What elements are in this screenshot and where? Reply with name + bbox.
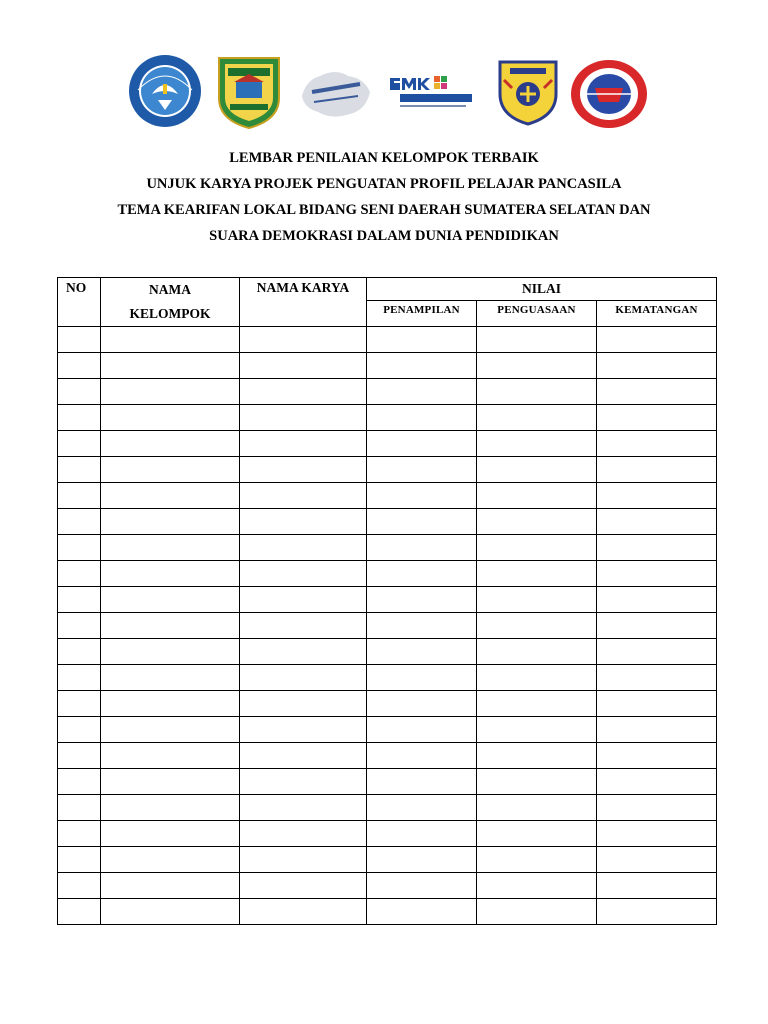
cell-no [58,769,101,795]
cell-nama-kelompok [101,821,240,847]
assessment-table [57,277,717,925]
header-nama-karya: NAMA KARYA [240,278,367,327]
table-body [58,327,717,925]
cell-penguasaan [477,743,597,769]
cell-penampilan [367,509,477,535]
cell-no [58,431,101,457]
cell-kematangan [597,431,717,457]
table-row [58,353,717,379]
cell-penguasaan [477,379,597,405]
cell-penguasaan [477,327,597,353]
title-line-3: TEMA KEARIFAN LOKAL BIDANG SENI DAERAH SUMATERA SELATAN DAN [117,202,651,218]
cell-penguasaan [477,535,597,561]
cell-penguasaan [477,795,597,821]
cell-nama-kelompok [101,405,240,431]
cell-kematangan [597,717,717,743]
cell-nama-kelompok [101,873,240,899]
cell-nama-karya [240,509,367,535]
cell-penguasaan [477,665,597,691]
sumsel-maju-logo [296,62,376,122]
cell-nama-karya [240,639,367,665]
cell-penguasaan [477,457,597,483]
cell-penguasaan [477,821,597,847]
table-row [58,769,717,795]
cell-penguasaan [477,587,597,613]
cell-no [58,847,101,873]
cell-kematangan [597,561,717,587]
school-crest-logo [496,58,560,126]
table-row [58,327,717,353]
cell-penampilan [367,535,477,561]
cell-no [58,561,101,587]
cell-nama-karya [240,899,367,925]
cell-penampilan [367,743,477,769]
table-row [58,509,717,535]
header-kematangan [597,301,717,327]
cell-nama-karya [240,327,367,353]
cell-nama-karya [240,561,367,587]
cell-penampilan [367,873,477,899]
cell-nama-karya [240,821,367,847]
table-row [58,483,717,509]
cell-penampilan [367,847,477,873]
cell-no [58,379,101,405]
cell-nama-karya [240,665,367,691]
cell-no [58,457,101,483]
cell-penampilan [367,405,477,431]
table-row [58,899,717,925]
cell-nama-kelompok [101,691,240,717]
cell-nama-karya [240,873,367,899]
cell-penampilan [367,457,477,483]
table-row [58,431,717,457]
cell-kematangan [597,613,717,639]
cell-no [58,353,101,379]
cell-kematangan [597,847,717,873]
header-penguasaan-label: PENGUASAAN [497,303,576,316]
cell-penampilan [367,691,477,717]
cell-nama-kelompok [101,587,240,613]
cell-nama-kelompok [101,457,240,483]
cell-no [58,587,101,613]
projek-penguatan-logo [569,58,649,130]
cell-no [58,899,101,925]
cell-no [58,665,101,691]
cell-penampilan [367,769,477,795]
table-row [58,795,717,821]
header-penampilan [367,301,477,327]
table-row [58,717,717,743]
cell-nama-karya [240,847,367,873]
cell-nama-kelompok [101,483,240,509]
title-line-1: LEMBAR PENILAIAN KELOMPOK TERBAIK [229,150,539,166]
cell-no [58,795,101,821]
cell-penampilan [367,821,477,847]
title-line-4: SUARA DEMOKRASI DALAM DUNIA PENDIDIKAN [209,228,559,244]
cell-penguasaan [477,353,597,379]
cell-penampilan [367,483,477,509]
cell-nama-kelompok [101,379,240,405]
cell-nama-karya [240,431,367,457]
cell-penampilan [367,899,477,925]
cell-nama-karya [240,743,367,769]
cell-kematangan [597,535,717,561]
cell-nama-karya [240,769,367,795]
logo-strip [0,0,768,140]
table-row [58,613,717,639]
table-row [58,535,717,561]
cell-nama-karya [240,587,367,613]
cell-penguasaan [477,613,597,639]
cell-kematangan [597,353,717,379]
cell-penampilan [367,665,477,691]
cell-penampilan [367,587,477,613]
cell-penampilan [367,379,477,405]
cell-no [58,613,101,639]
cell-kematangan [597,691,717,717]
cell-nama-karya [240,717,367,743]
cell-nama-kelompok [101,639,240,665]
cell-nama-karya [240,795,367,821]
header-kematangan-label: KEMATANGAN [615,303,698,316]
cell-penampilan [367,717,477,743]
cell-penguasaan [477,561,597,587]
cell-nama-karya [240,691,367,717]
cell-nama-karya [240,535,367,561]
cell-no [58,821,101,847]
table-row [58,379,717,405]
table-row [58,561,717,587]
cell-no [58,405,101,431]
cell-nama-kelompok [101,561,240,587]
cell-nama-kelompok [101,717,240,743]
cell-kematangan [597,743,717,769]
cell-penguasaan [477,483,597,509]
cell-nama-kelompok [101,847,240,873]
tut-wuri-handayani-logo [124,54,206,128]
table-row [58,821,717,847]
cell-nama-karya [240,405,367,431]
smk-bisa-hebat-logo [388,72,476,112]
cell-nama-kelompok [101,353,240,379]
cell-kematangan [597,639,717,665]
cell-penampilan [367,795,477,821]
cell-no [58,691,101,717]
cell-nama-karya [240,379,367,405]
cell-nama-kelompok [101,613,240,639]
sumatera-selatan-logo [216,54,282,130]
cell-kematangan [597,587,717,613]
cell-nama-karya [240,483,367,509]
cell-no [58,743,101,769]
table-row [58,743,717,769]
cell-penguasaan [477,509,597,535]
cell-no [58,483,101,509]
cell-penguasaan [477,769,597,795]
table-row [58,639,717,665]
cell-nama-kelompok [101,665,240,691]
header-nama-kelompok [101,278,240,327]
header-penguasaan [477,301,597,327]
cell-penampilan [367,639,477,665]
cell-nama-kelompok [101,769,240,795]
table-row [58,691,717,717]
cell-penampilan [367,327,477,353]
cell-penampilan [367,613,477,639]
table-row [58,873,717,899]
cell-nama-kelompok [101,535,240,561]
document-title [0,145,768,249]
cell-kematangan [597,509,717,535]
header-nilai: NILAI [367,278,717,301]
cell-nama-karya [240,457,367,483]
cell-penguasaan [477,691,597,717]
cell-kematangan [597,899,717,925]
cell-nama-kelompok [101,327,240,353]
cell-no [58,509,101,535]
cell-no [58,327,101,353]
cell-no [58,535,101,561]
cell-no [58,717,101,743]
header-nama-line-2: KELOMPOK [129,306,211,321]
table-row [58,847,717,873]
cell-penampilan [367,353,477,379]
cell-penguasaan [477,899,597,925]
cell-kematangan [597,405,717,431]
cell-penampilan [367,561,477,587]
cell-kematangan [597,327,717,353]
cell-penguasaan [477,431,597,457]
header-penampilan-label: PENAMPILAN [383,303,460,316]
cell-kematangan [597,795,717,821]
cell-kematangan [597,665,717,691]
table-row [58,587,717,613]
cell-penguasaan [477,405,597,431]
cell-kematangan [597,379,717,405]
cell-kematangan [597,821,717,847]
table-header-row [58,278,717,301]
cell-penampilan [367,431,477,457]
header-nama-line-1: NAMA [149,282,191,297]
cell-penguasaan [477,847,597,873]
cell-kematangan [597,769,717,795]
cell-nama-kelompok [101,795,240,821]
cell-kematangan [597,483,717,509]
cell-penguasaan [477,639,597,665]
cell-no [58,873,101,899]
cell-nama-kelompok [101,899,240,925]
cell-kematangan [597,873,717,899]
cell-nama-kelompok [101,743,240,769]
header-no: NO [58,278,101,327]
cell-nama-kelompok [101,431,240,457]
table-row [58,405,717,431]
cell-nama-kelompok [101,509,240,535]
title-line-2: UNJUK KARYA PROJEK PENGUATAN PROFIL PELAJAR PANCASILA [146,176,622,192]
cell-nama-karya [240,353,367,379]
table-row [58,457,717,483]
cell-kematangan [597,457,717,483]
cell-nama-karya [240,613,367,639]
cell-penguasaan [477,717,597,743]
cell-no [58,639,101,665]
cell-penguasaan [477,873,597,899]
table-row [58,665,717,691]
